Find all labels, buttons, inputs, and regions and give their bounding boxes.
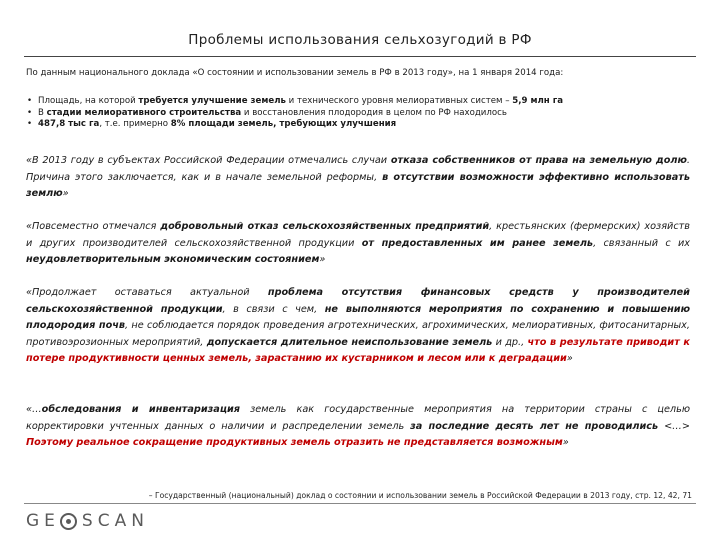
logo-text-right: SCAN xyxy=(81,511,149,531)
text-run-bold: проблема отсутствия финансовых средств у производителей сельскохозяйственной продукции xyxy=(26,287,690,315)
text-run-bold: 5,9 млн га xyxy=(512,96,564,106)
text-run-highlight: Поэтому реальное сокращение продуктивных земель отразить не представляется возможным xyxy=(26,437,563,448)
quote-4 xyxy=(26,402,690,452)
logo-text-left: GE xyxy=(26,511,60,531)
text-run-bold: требуется улучшение земель xyxy=(138,96,286,106)
text-run: Площадь, на которой xyxy=(38,96,139,106)
text-run: » xyxy=(566,353,573,364)
text-run: В xyxy=(38,107,47,118)
bullet-list xyxy=(26,96,696,131)
geoscan-logo xyxy=(26,510,149,532)
text-run-bold: в отсутствии возможности эффективно использовать землю xyxy=(26,171,690,199)
text-run: и технического уровня мелиоративных систем – xyxy=(285,96,513,106)
text-run: . Причина этого заключается, как и в начале земельной реформы, xyxy=(26,155,690,183)
text-run: земель как государственные мероприятия на территории страны с целью корректировки учтенных данных о наличии и распределении земель xyxy=(26,404,690,432)
top-divider xyxy=(24,56,696,57)
text-run: , т.е. примерно xyxy=(99,119,171,129)
text-run-bold: стадии мелиоративного строительства xyxy=(46,107,242,118)
text-run: » xyxy=(319,254,326,265)
text-run: , крестьянских (фермерских) хозяйств и других производителей сельскохозяйственной продукции xyxy=(26,221,691,249)
bullet-item xyxy=(26,108,696,120)
text-run-bold: за последние десять лет не проводились xyxy=(410,420,659,432)
text-run-bold: 8% площади земель, требующих улучшения xyxy=(170,119,397,129)
text-run-bold: добровольный отказ сельскохозяйственных предприятий xyxy=(160,221,490,232)
intro-text: По данным национального доклада «О состоянии и использовании земель в РФ в 2013 году», на 1 января 2014 года: xyxy=(26,68,564,78)
source-citation: – Государственный (национальный) доклад о состоянии и использовании земель в Российской Федерации в 2013 году, стр. 12, 42, 71 xyxy=(148,491,692,500)
text-run-bold: отказа собственников от права на земельную долю xyxy=(390,155,687,166)
text-run: и восстановления плодородия в целом по РФ находилось xyxy=(241,107,507,118)
quote-2 xyxy=(26,219,690,269)
bottom-divider xyxy=(24,503,696,504)
quote-1 xyxy=(26,153,690,203)
text-run-highlight: что в результате приводит к потере продуктивности ценных земель, зарастанию их кустарником и лесом или к деградации xyxy=(26,336,690,364)
text-run-bold: от предоставленных им ранее земель xyxy=(361,237,594,249)
text-run: » xyxy=(62,188,69,199)
bullet-continuation xyxy=(26,119,696,131)
text-run: и др., xyxy=(492,336,528,348)
quote-3 xyxy=(26,285,690,368)
text-run: «Повсеместно отмечался xyxy=(26,221,161,232)
bullet-item xyxy=(26,96,696,108)
text-run-bold: допускается длительное неиспользование земель xyxy=(206,336,493,348)
text-run: » xyxy=(562,437,569,448)
page-title: Проблемы использования сельхозугодий в РФ xyxy=(188,32,532,48)
logo-o-icon xyxy=(60,513,77,530)
text-run: , не соблюдается порядок проведения агротехнических, агрохимических, мелиоративных, фитосанитарных, противоэрозионных мероприятий, xyxy=(26,320,690,348)
text-run-bold: не выполняются мероприятия по сохранению и повышению плодородия почв xyxy=(26,303,690,331)
text-run: <…> xyxy=(658,420,690,432)
text-run-bold: обследования и инвентаризация xyxy=(41,404,241,415)
text-run-bold: неудовлетворительным экономическим состоянием xyxy=(26,254,320,265)
text-run: «Продолжает оставаться актуальной xyxy=(26,287,268,298)
text-run: , в связи с чем, xyxy=(222,303,325,315)
text-run-bold: 487,8 тыс га xyxy=(38,119,100,129)
text-run: «… xyxy=(26,404,42,415)
text-run: «В 2013 году в субъектах Российской Федерации отмечались случаи xyxy=(26,155,391,166)
text-run: , связанный с их xyxy=(593,237,690,249)
